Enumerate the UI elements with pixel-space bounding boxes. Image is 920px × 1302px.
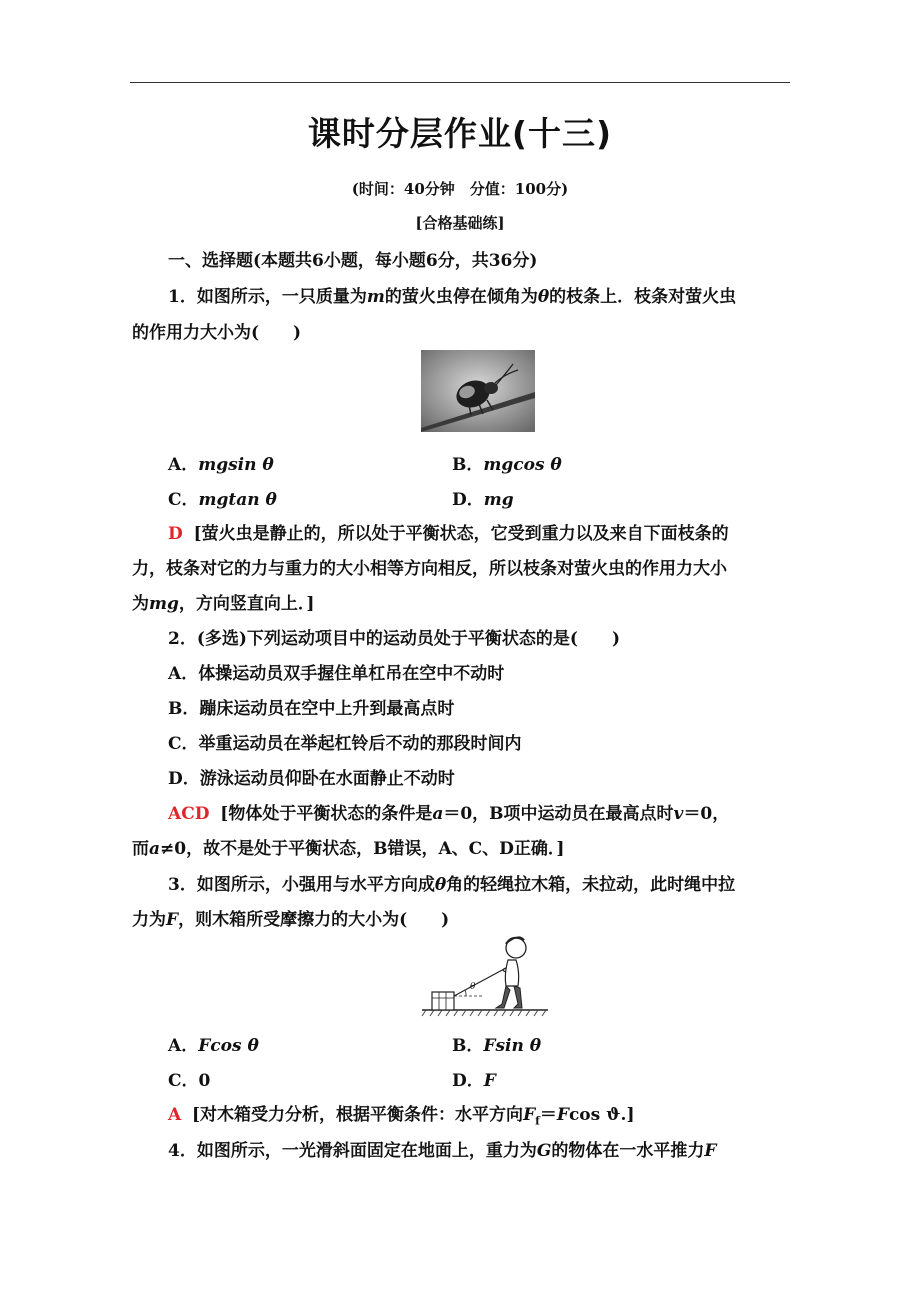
q4-stem-line1: 4．如图所示，一光滑斜面固定在地面上，重力为G的物体在一水平推力F [168, 1141, 717, 1161]
time-score-info: (时间：40分钟 分值：100分) [351, 180, 569, 198]
q1-stem-line1: 1．如图所示，一只质量为m的萤火虫停在倾角为θ的枝条上．枝条对萤火虫 [168, 287, 737, 307]
q2-option-d: D．游泳运动员仰卧在水面静止不动时 [168, 769, 455, 789]
q2-stem: 2．(多选)下列运动项目中的运动员处于平衡状态的是( ) [168, 629, 621, 649]
q3-option-a: A．Fcos θ [168, 1036, 259, 1056]
q1-option-c: C．mgtan θ [168, 490, 277, 510]
level-heading: [合格基础练] [415, 214, 505, 232]
section-heading: 一、选择题(本题共6小题，每小题6分，共36分) [168, 251, 538, 271]
q3-option-b: B．Fsin θ [452, 1036, 542, 1056]
page-title: 课时分层作业(十三) [307, 114, 613, 153]
q3-stem-line1: 3．如图所示，小强用与水平方向成θ角的轻绳拉木箱，未拉动，此时绳中拉 [168, 875, 736, 895]
q1-option-d: D．mg [452, 490, 514, 510]
q1-explanation-line2: 力，枝条对它的力与重力的大小相等方向相反，所以枝条对萤火虫的作用力大小 [132, 559, 727, 579]
q2-answer: ACD [168, 804, 210, 824]
q1-answer: D [168, 524, 183, 544]
q2-explanation-line2: 而a≠0，故不是处于平衡状态，B错误，A、C、D正确．] [132, 839, 565, 859]
q1-explanation-line1: D [萤火虫是静止的，所以处于平衡状态，它受到重力以及来自下面枝条的 [168, 524, 729, 544]
q1-option-a: A．mgsin θ [168, 455, 274, 475]
firefly-photo [421, 350, 535, 432]
q1-stem-line2: 的作用力大小为( ) [132, 323, 302, 343]
q3-option-d: D．F [452, 1071, 496, 1091]
q3-option-c: C．0 [168, 1071, 211, 1091]
q2-option-c: C．举重运动员在举起杠铃后不动的那段时间内 [168, 734, 522, 754]
theta-label: θ [470, 982, 476, 992]
q2-option-b: B．蹦床运动员在空中上升到最高点时 [168, 699, 455, 719]
q3-explanation: A [对木箱受力分析，根据平衡条件：水平方向$F_f=Fcos$ ϑ.] [168, 1105, 635, 1128]
q1-option-b: B．mgcos θ [452, 455, 562, 475]
top-rule [130, 82, 790, 83]
q3-answer: A [168, 1105, 182, 1125]
q2-option-a: A．体操运动员双手握住单杠吊在空中不动时 [168, 664, 505, 684]
q1-explanation-line3: 为mg，方向竖直向上．] [132, 594, 315, 614]
q2-explanation-line1: ACD [物体处于平衡状态的条件是a＝0，B项中运动员在最高点时v＝0， [168, 804, 730, 824]
q3-stem-line2: 力为F，则木箱所受摩擦力的大小为( ) [132, 910, 450, 930]
boy-pulling-box-figure [420, 934, 550, 1018]
